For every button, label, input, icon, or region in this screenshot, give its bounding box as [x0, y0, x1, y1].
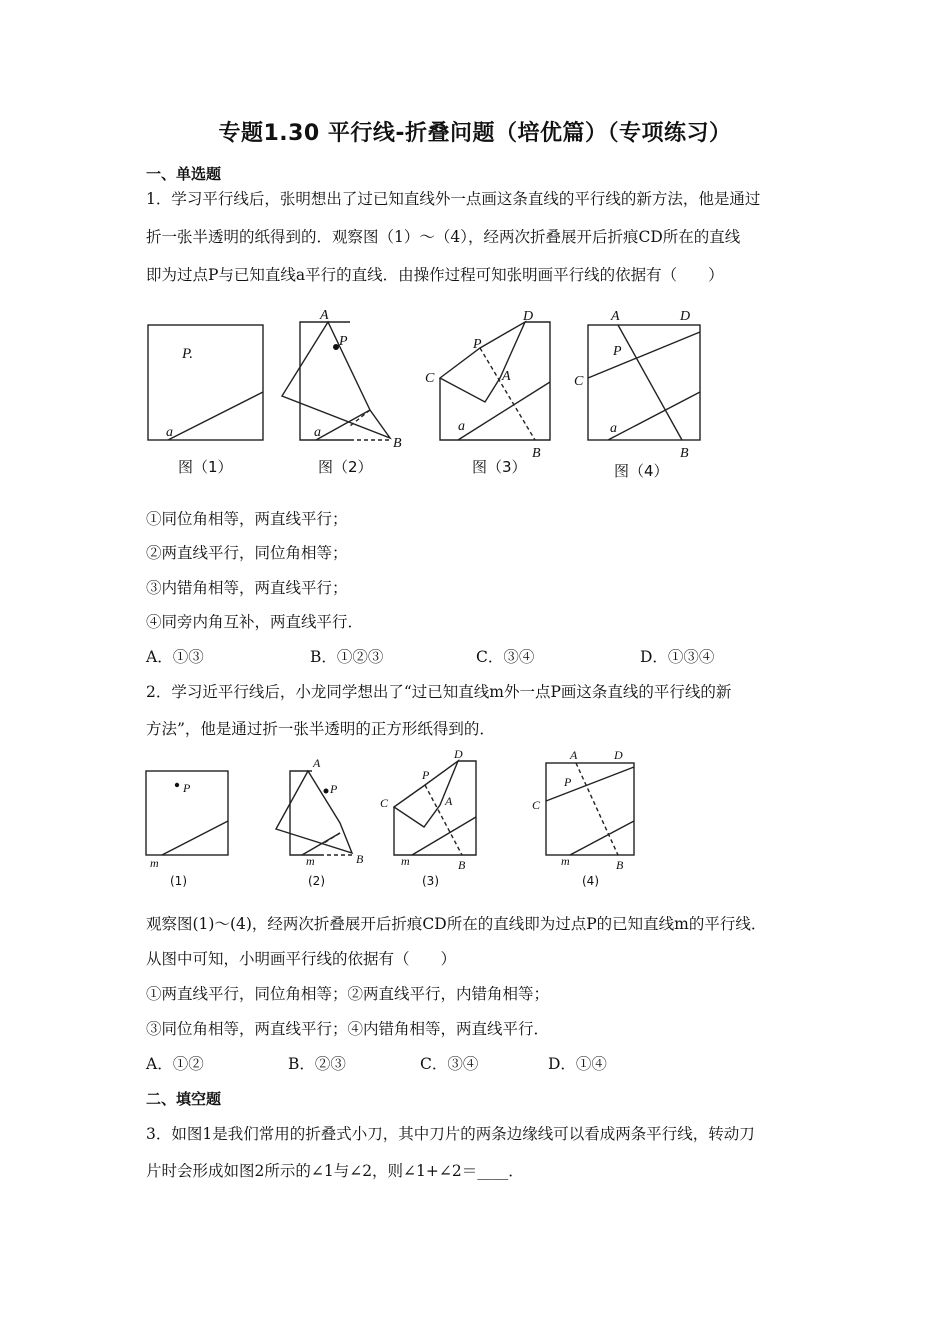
label-a-vertex: A	[611, 309, 620, 324]
folded-flap	[276, 771, 352, 853]
label-p: P	[339, 334, 348, 349]
line-a	[316, 410, 370, 440]
label-a-vertex: A	[502, 369, 511, 384]
label-a-vertex: A	[445, 794, 453, 808]
section-heading-single-choice: 一、单选题	[146, 165, 222, 183]
q2-text-line-1: 2．学习近平行线后，小龙同学想出了“过已知直线m外一点P画这条直线的平行线的新	[146, 683, 732, 701]
caption: 图（2）	[318, 458, 373, 476]
label-point-p: P.	[182, 346, 193, 362]
label-c: C	[380, 796, 389, 810]
caption: 图（1）	[178, 458, 233, 476]
label-b: B	[532, 446, 541, 461]
q1-option-d: D．①③④	[640, 648, 715, 666]
q2-option-c: C．③④	[420, 1055, 479, 1073]
q1-figure-1	[148, 325, 263, 476]
q1-figure-2	[282, 308, 402, 476]
q1-statement-2: ②两直线平行，同位角相等；	[146, 544, 348, 562]
folded-flap	[282, 322, 390, 438]
caption: (2)	[308, 874, 325, 888]
q3-text-line-2: 片时会形成如图2所示的∠1与∠2，则∠1+∠2＝____．	[146, 1162, 524, 1180]
label-a-vertex: A	[313, 756, 321, 770]
q2-figures	[140, 745, 660, 895]
q2-option-b: B．②③	[288, 1055, 346, 1073]
line-m	[412, 817, 476, 855]
q2-text-line-3: 观察图(1)～(4)，经两次折叠展开后折痕CD所在的直线即为过点P的已知直线m的平行线．	[146, 915, 767, 933]
q1-statement-3: ③内错角相等，两直线平行；	[146, 579, 348, 597]
caption: 图（4）	[614, 462, 669, 480]
label-d: D	[523, 309, 534, 324]
label-b: B	[393, 436, 402, 451]
label-p: P	[473, 337, 482, 352]
label-b: B	[458, 858, 466, 872]
page-title: 专题1.30 平行线-折叠问题（培优篇）（专项练习）	[218, 121, 732, 146]
label-b: B	[616, 858, 624, 872]
label-d: D	[614, 748, 623, 762]
q1-option-c: C．③④	[476, 648, 535, 666]
label-a: a	[314, 425, 321, 440]
q1-text-line-1: 1．学习平行线后，张明想出了过已知直线外一点画这条直线的平行线的新方法，他是通过	[146, 190, 761, 208]
label-b: B	[680, 446, 689, 461]
q1-option-b: B．①②③	[310, 648, 384, 666]
line-m	[162, 821, 228, 855]
q2-text-line-4: 从图中可知，小明画平行线的依据有（ ）	[146, 950, 457, 968]
q2-figure-1	[146, 771, 228, 888]
label-p: P	[183, 781, 191, 795]
label-d: D	[454, 747, 463, 761]
square-paper	[588, 325, 700, 440]
q1-figure-3	[425, 309, 550, 476]
q2-figure-2	[276, 756, 364, 888]
q1-option-a: A．①③	[146, 648, 204, 666]
q1-figures	[140, 300, 720, 490]
q2-option-d: D．①④	[548, 1055, 607, 1073]
label-m: m	[150, 856, 159, 870]
label-c: C	[532, 798, 541, 812]
label-a: a	[610, 421, 617, 436]
square-paper	[148, 325, 263, 440]
label-a: a	[166, 425, 173, 440]
q2-text-line-2: 方法”，他是通过折一张半透明的正方形纸得到的．	[146, 720, 495, 738]
q1-text-line-3: 即为过点P与已知直线a平行的直线．由操作过程可知张明画平行线的依据有（ ）	[146, 266, 724, 284]
q1-statement-4: ④同旁内角互补，两直线平行．	[146, 613, 364, 631]
caption: (4)	[582, 874, 599, 888]
line-m	[302, 833, 340, 855]
label-a-vertex: A	[320, 308, 329, 323]
label-p: P	[564, 775, 572, 789]
label-p: P	[330, 782, 338, 796]
folded-flap	[440, 322, 525, 402]
square-paper	[546, 763, 634, 855]
line-a	[168, 392, 263, 440]
q1-statement-1: ①同位角相等，两直线平行；	[146, 510, 348, 528]
label-p: P	[613, 344, 622, 359]
caption: 图（3）	[472, 458, 527, 476]
line-a	[458, 382, 550, 440]
q2-option-a: A．①②	[146, 1055, 204, 1073]
q2-statement-line-1: ①两直线平行，同位角相等；②两直线平行，内错角相等；	[146, 985, 550, 1003]
caption: (3)	[422, 874, 439, 888]
label-a: a	[458, 419, 465, 434]
label-d: D	[680, 309, 691, 324]
q2-figure-3	[380, 747, 476, 888]
label-b: B	[356, 852, 364, 866]
label-m: m	[401, 854, 410, 868]
q3-text-line-1: 3．如图1是我们常用的折叠式小刀，其中刀片的两条边缘线可以看成两条平行线，转动刀	[146, 1125, 755, 1143]
label-c: C	[574, 374, 584, 389]
label-m: m	[306, 854, 315, 868]
q2-statement-line-2: ③同位角相等，两直线平行；④内错角相等，两直线平行．	[146, 1020, 550, 1038]
dashed-crease	[350, 410, 370, 426]
label-m: m	[561, 854, 570, 868]
q2-figure-4	[532, 748, 634, 888]
line-a	[608, 392, 700, 440]
point-p	[175, 783, 179, 787]
crease-ab	[618, 325, 682, 440]
label-p: P	[422, 768, 430, 782]
section-heading-fill-in: 二、填空题	[146, 1090, 222, 1108]
q1-text-line-2: 折一张半透明的纸得到的．观察图（1）～（4），经两次折叠展开后折痕CD所在的直线	[146, 228, 741, 246]
caption: (1)	[170, 874, 187, 888]
q1-figure-4	[574, 309, 700, 480]
label-c: C	[425, 371, 435, 386]
crease-cd	[546, 767, 634, 801]
point-p	[324, 789, 329, 794]
line-m	[570, 821, 634, 855]
dashed-crease	[324, 833, 340, 843]
label-a-vertex: A	[570, 748, 578, 762]
